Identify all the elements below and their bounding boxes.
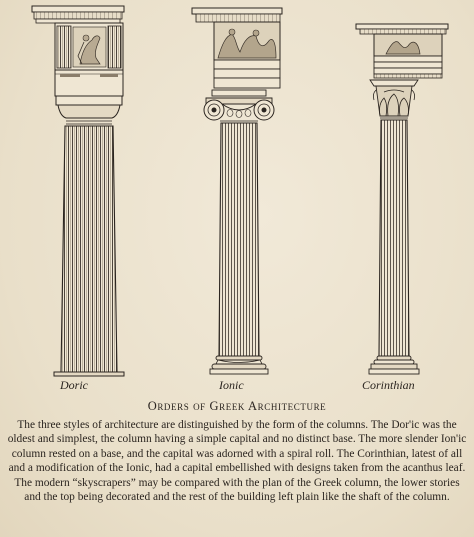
ionic-column	[192, 8, 282, 374]
label-corinthian: Corinthian	[362, 378, 415, 392]
figure-title: Orders of Greek Architecture	[147, 399, 327, 413]
label-doric: Doric	[60, 378, 88, 392]
caption-paragraph	[6, 418, 468, 504]
corinthian-column	[356, 24, 448, 374]
label-ionic: Ionic	[219, 378, 244, 392]
doric-column	[32, 6, 124, 376]
caption-text: The three styles of architecture are distinguished by the form of the columns. The Dor'ic was the oldest and simplest, the column having a simple capital and no distinct base. The more slender Ion'ic column rested on a base, and the capital was adorned with a spiral roll. The Corinthian, latest of all and a modification of the Ionic, had a capital embellished with designs taken from the acanthus leaf. The modern “skyscrapers” may be compared with the plan of the Greek column, the lower stories and the top being decorated and the rest of the building left plain like the shaft of the column.	[7, 419, 467, 504]
